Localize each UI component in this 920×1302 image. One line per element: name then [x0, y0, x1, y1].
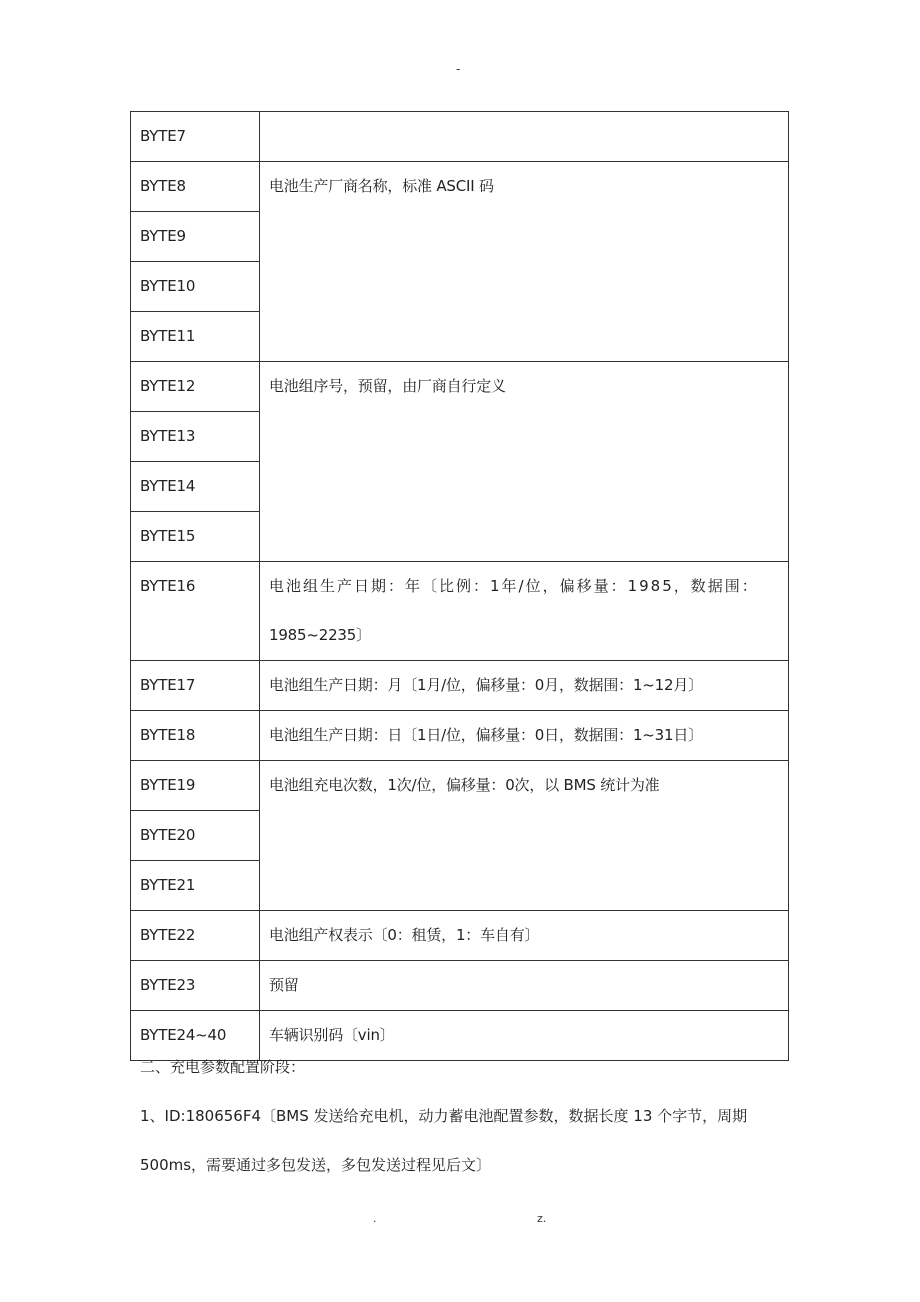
byte-description: [260, 112, 789, 162]
table-row: [131, 961, 789, 1011]
byte-label: BYTE19: [131, 761, 260, 811]
table-row: [131, 162, 789, 212]
byte-label: BYTE18: [131, 711, 260, 761]
byte-description: [260, 562, 789, 661]
byte-description: 电池组充电次数，1次/位，偏移量：0次，以 BMS 统计为准: [260, 761, 789, 911]
table-row: [131, 711, 789, 761]
section-heading: 二、充电参数配置阶段：: [140, 1058, 306, 1076]
header-mark: -: [456, 62, 461, 76]
byte-label: BYTE21: [131, 861, 260, 911]
byte-label: BYTE24~40: [131, 1011, 260, 1061]
section-paragraph-line: 1、ID:180656F4〔BMS 发送给充电机，动力蓄电池配置参数，数据长度 13 个字节，周期: [140, 1107, 748, 1125]
table-row: [131, 661, 789, 711]
byte-label: BYTE15: [131, 512, 260, 562]
description-line: 电池组生产日期：年〔比例：1年/位，偏移量：1985，数据围：: [269, 577, 759, 595]
byte-label: BYTE9: [131, 212, 260, 262]
byte-description: 电池组生产日期：日〔1日/位，偏移量：0日，数据围：1~31日〕: [260, 711, 789, 761]
section-paragraph-line: 500ms，需要通过多包发送，多包发送过程见后文〕: [140, 1156, 492, 1174]
byte-label: BYTE17: [131, 661, 260, 711]
byte-label: BYTE13: [131, 412, 260, 462]
byte-label: BYTE20: [131, 811, 260, 861]
footer-right-mark: z.: [537, 1212, 547, 1225]
byte-description: 电池组序号，预留，由厂商自行定义: [260, 362, 789, 562]
byte-label: BYTE22: [131, 911, 260, 961]
footer-left-mark: .: [373, 1212, 377, 1225]
byte-label: BYTE16: [131, 562, 260, 661]
byte-label: BYTE23: [131, 961, 260, 1011]
table-row: [131, 362, 789, 412]
byte-description: 预留: [260, 961, 789, 1011]
byte-label: BYTE7: [131, 112, 260, 162]
byte-label: BYTE11: [131, 312, 260, 362]
byte-definition-table: [130, 111, 789, 1061]
description-line: 1985~2235〕: [269, 626, 371, 644]
table-row: [131, 911, 789, 961]
byte-description: 电池生产厂商名称，标准 ASCII 码: [260, 162, 789, 362]
table-row: [131, 112, 789, 162]
byte-label: BYTE14: [131, 462, 260, 512]
byte-label: BYTE12: [131, 362, 260, 412]
byte-description: 电池组产权表示〔0：租赁，1：车自有〕: [260, 911, 789, 961]
byte-label: BYTE10: [131, 262, 260, 312]
byte-description: 车辆识别码〔vin〕: [260, 1011, 789, 1061]
table-row: [131, 761, 789, 811]
byte-description: 电池组生产日期：月〔1月/位，偏移量：0月，数据围：1~12月〕: [260, 661, 789, 711]
table-row: [131, 562, 789, 661]
byte-label: BYTE8: [131, 162, 260, 212]
